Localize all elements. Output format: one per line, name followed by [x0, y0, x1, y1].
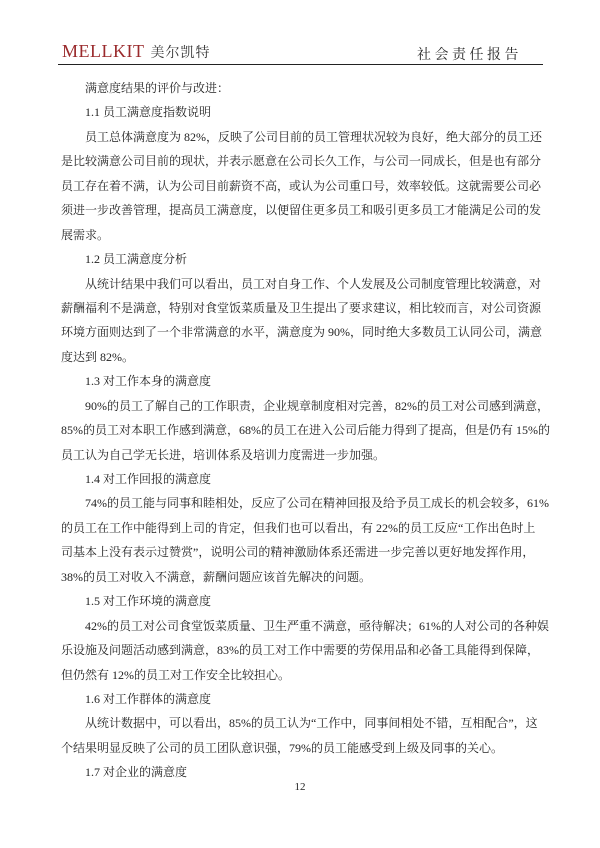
body-line: 环境方面则达到了一个非常满意的水平，满意度为 90%，同时绝大多数员工认同公司，满意	[61, 325, 542, 340]
body-line: 乐设施及问题活动感到满意，83%的员工对工作中需要的劳保用品和必备工具能得到保障，	[61, 643, 539, 658]
header-rule	[58, 64, 543, 65]
body-line: 员工认为自己学无长进，培训体系及培训力度需进一步加强。	[61, 447, 386, 462]
page-number: 12	[294, 781, 306, 793]
body-line: 从统计数据中，可以看出，85%的员工认为“工作中，同事间相处不错，互相配合”，这	[85, 716, 538, 731]
body-line: 从统计结果中我们可以看出，员工对自身工作、个人发展及公司制度管理比较满意，对	[85, 276, 542, 291]
body-line: 42%的员工对公司食堂饭菜质量、卫生严重不满意，亟待解决；61%的人对公司的各种娱	[85, 618, 549, 633]
body-line: 74%的员工能与同事和睦相处，反应了公司在精神回报及给予员工成长的机会较多，61%	[85, 496, 549, 511]
body-line: 个结果明显反映了公司的员工团队意识强，79%的员工能感受到上级及同事的关心。	[61, 740, 503, 755]
logo-cjk-text: 美尔凯特	[150, 46, 211, 61]
logo-latin-text: MELLKIT	[62, 41, 145, 61]
body-line: 司基本上没有表示过赞赏”，说明公司的精神激励体系还需进一步完善以更好地发挥作用，	[61, 545, 535, 560]
body-line: 员工总体满意度为 82%，反映了公司目前的员工管理状况较为良好，绝大部分的员工还	[85, 129, 542, 144]
body-line: 展需求。	[61, 227, 110, 242]
header-logo	[62, 41, 210, 62]
body-line: 1.5 对工作环境的满意度	[85, 594, 212, 609]
body-line: 1.6 对工作群体的满意度	[85, 691, 212, 706]
body-line: 38%的员工对收入不满意，薪酬问题应该首先解决的问题。	[61, 569, 371, 584]
body-line: 的员工在工作中能得到上司的肯定，但我们也可以看出，有 22%的员工反应“工作出色时上	[61, 520, 536, 535]
body-line: 1.4 对工作回报的满意度	[85, 472, 212, 486]
document-title: 社会责任报告	[417, 48, 522, 63]
body-line: 度达到 82%。	[61, 349, 134, 364]
body-line: 1.7 对企业的满意度	[85, 765, 188, 780]
body-line: 1.1 员工满意度指数说明	[85, 105, 212, 120]
body-text	[61, 76, 550, 785]
body-line: 85%的员工对本职工作感到满意，68%的员工在进入公司后能力得到了提高，但是仍有 15%的	[61, 423, 550, 438]
body-line: 1.3 对工作本身的满意度	[85, 374, 212, 389]
body-line: 须进一步改善管理，提高员工满意度，以便留住更多员工和吸引更多员工才能满足公司的发	[61, 203, 542, 218]
body-line: 是比较满意公司目前的现状，并表示愿意在公司长久工作，与公司一同成长，但是也有部分	[61, 154, 542, 169]
body-line: 薪酬福利不是满意，特别对食堂饭菜质量及卫生提出了要求建议，相比较而言，对公司资源	[61, 300, 542, 315]
body-line: 90%的员工了解自己的工作职责，企业规章制度相对完善，82%的员工对公司感到满意，	[85, 398, 549, 413]
body-line: 满意度结果的评价与改进：	[85, 81, 230, 95]
body-line: 1.2 员工满意度分析	[85, 252, 188, 267]
body-line: 员工存在着不满，认为公司目前薪资不高，或认为公司重口号，效率较低。这就需要公司必	[61, 178, 542, 193]
body-line: 但仍然有 12%的员工对工作安全比较担心。	[61, 667, 290, 682]
